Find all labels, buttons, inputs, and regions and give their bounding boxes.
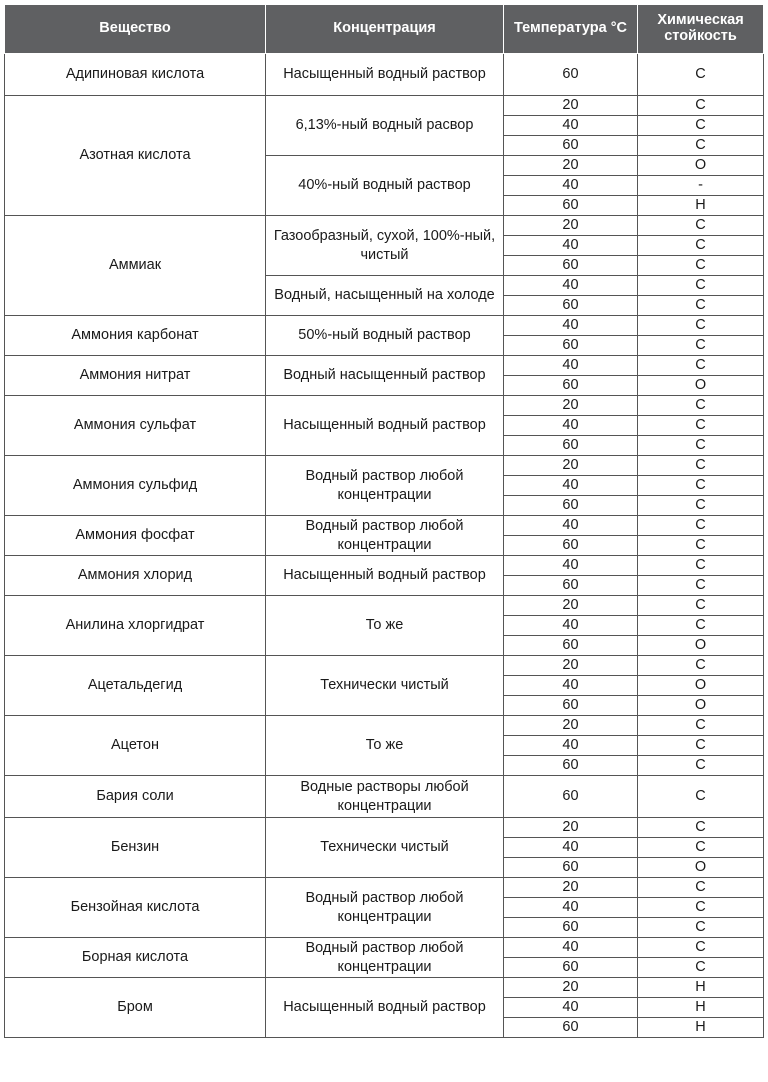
substance-cell: Ацетон [5, 716, 266, 776]
temperature-cell: 60 [504, 336, 638, 356]
temperature-cell: 60 [504, 536, 638, 556]
resistance-cell: С [638, 276, 764, 296]
resistance-cell: С [638, 476, 764, 496]
concentration-cell: Водный раствор любой концентрации [266, 938, 504, 978]
resistance-cell: С [638, 776, 764, 818]
substance-cell: Бензойная кислота [5, 878, 266, 938]
table-row [5, 656, 764, 676]
resistance-cell: О [638, 376, 764, 396]
temperature-cell: 40 [504, 736, 638, 756]
table-row [5, 556, 764, 576]
temperature-cell: 60 [504, 496, 638, 516]
table-row [5, 216, 764, 236]
table-row [5, 316, 764, 336]
resistance-cell: - [638, 176, 764, 196]
concentration-cell: 50%-ный водный раствор [266, 316, 504, 356]
temperature-cell: 40 [504, 476, 638, 496]
resistance-cell: С [638, 878, 764, 898]
temperature-cell: 60 [504, 576, 638, 596]
temperature-cell: 60 [504, 696, 638, 716]
temperature-cell: 20 [504, 96, 638, 116]
resistance-cell: С [638, 256, 764, 276]
resistance-cell: Н [638, 196, 764, 216]
resistance-cell: С [638, 576, 764, 596]
temperature-cell: 40 [504, 236, 638, 256]
concentration-cell: Водный раствор любой концентрации [266, 878, 504, 938]
resistance-cell: С [638, 456, 764, 476]
table-row [5, 456, 764, 476]
temperature-cell: 60 [504, 296, 638, 316]
temperature-cell: 60 [504, 636, 638, 656]
table-row [5, 938, 764, 958]
substance-cell: Азотная кислота [5, 96, 266, 216]
resistance-cell: С [638, 536, 764, 556]
resistance-cell: С [638, 416, 764, 436]
concentration-cell: Насыщенный водный раствор [266, 978, 504, 1038]
substance-cell: Аммония карбонат [5, 316, 266, 356]
resistance-cell: С [638, 756, 764, 776]
table-row [5, 776, 764, 818]
table-row [5, 516, 764, 536]
temperature-cell: 20 [504, 156, 638, 176]
resistance-cell: Н [638, 1018, 764, 1038]
header-temperature: Температура °С [504, 5, 638, 54]
resistance-cell: С [638, 356, 764, 376]
resistance-cell: С [638, 938, 764, 958]
temperature-cell: 40 [504, 838, 638, 858]
temperature-cell: 60 [504, 256, 638, 276]
resistance-cell: С [638, 616, 764, 636]
header-substance: Вещество [5, 5, 266, 54]
temperature-cell: 60 [504, 436, 638, 456]
table-row [5, 818, 764, 838]
concentration-cell: То же [266, 596, 504, 656]
table-row [5, 96, 764, 116]
substance-cell: Ацетальдегид [5, 656, 266, 716]
table-header [5, 5, 764, 54]
concentration-cell: Технически чистый [266, 818, 504, 878]
temperature-cell: 20 [504, 596, 638, 616]
resistance-cell: С [638, 838, 764, 858]
temperature-cell: 40 [504, 616, 638, 636]
temperature-cell: 40 [504, 416, 638, 436]
substance-cell: Бария соли [5, 776, 266, 818]
concentration-cell: Насыщенный водный раствор [266, 396, 504, 456]
substance-cell: Аммония сульфид [5, 456, 266, 516]
chemical-resistance-table [4, 4, 764, 1038]
header-row [5, 5, 764, 54]
table-row [5, 356, 764, 376]
temperature-cell: 40 [504, 176, 638, 196]
resistance-cell: С [638, 656, 764, 676]
temperature-cell: 40 [504, 356, 638, 376]
temperature-cell: 20 [504, 396, 638, 416]
resistance-cell: С [638, 818, 764, 838]
concentration-cell: То же [266, 716, 504, 776]
resistance-cell: С [638, 716, 764, 736]
resistance-cell: С [638, 96, 764, 116]
resistance-cell: О [638, 156, 764, 176]
resistance-cell: С [638, 898, 764, 918]
resistance-cell: С [638, 216, 764, 236]
temperature-cell: 20 [504, 656, 638, 676]
table-body [5, 54, 764, 1038]
concentration-cell: 40%-ный водный раствор [266, 156, 504, 216]
table-row [5, 396, 764, 416]
temperature-cell: 60 [504, 776, 638, 818]
table-row [5, 54, 764, 96]
header-resistance: Химическая стойкость [638, 5, 764, 54]
table-row [5, 596, 764, 616]
temperature-cell: 20 [504, 818, 638, 838]
resistance-cell: О [638, 858, 764, 878]
resistance-cell: С [638, 54, 764, 96]
resistance-cell: С [638, 116, 764, 136]
resistance-cell: Н [638, 998, 764, 1018]
temperature-cell: 40 [504, 516, 638, 536]
substance-cell: Аммония нитрат [5, 356, 266, 396]
table-row [5, 878, 764, 898]
concentration-cell: Насыщенный водный раствор [266, 54, 504, 96]
resistance-cell: С [638, 236, 764, 256]
concentration-cell: Газообразный, сухой, 100%-ный, чистый [266, 216, 504, 276]
temperature-cell: 40 [504, 998, 638, 1018]
resistance-cell: С [638, 556, 764, 576]
temperature-cell: 20 [504, 716, 638, 736]
temperature-cell: 20 [504, 456, 638, 476]
substance-cell: Бром [5, 978, 266, 1038]
temperature-cell: 60 [504, 54, 638, 96]
resistance-cell: С [638, 396, 764, 416]
resistance-cell: О [638, 676, 764, 696]
concentration-cell: Водный, насыщенный на холоде [266, 276, 504, 316]
temperature-cell: 20 [504, 878, 638, 898]
temperature-cell: 60 [504, 756, 638, 776]
resistance-cell: Н [638, 978, 764, 998]
substance-cell: Аммония сульфат [5, 396, 266, 456]
resistance-cell: С [638, 296, 764, 316]
temperature-cell: 40 [504, 938, 638, 958]
temperature-cell: 60 [504, 858, 638, 878]
resistance-cell: О [638, 636, 764, 656]
resistance-cell: О [638, 696, 764, 716]
temperature-cell: 40 [504, 316, 638, 336]
resistance-cell: С [638, 918, 764, 938]
concentration-cell: Водные растворы любой концентрации [266, 776, 504, 818]
resistance-cell: С [638, 136, 764, 156]
resistance-cell: С [638, 436, 764, 456]
temperature-cell: 40 [504, 556, 638, 576]
resistance-cell: С [638, 736, 764, 756]
resistance-cell: С [638, 496, 764, 516]
header-concentration: Концентрация [266, 5, 504, 54]
temperature-cell: 60 [504, 196, 638, 216]
resistance-cell: С [638, 316, 764, 336]
temperature-cell: 40 [504, 116, 638, 136]
temperature-cell: 20 [504, 978, 638, 998]
table-row [5, 716, 764, 736]
temperature-cell: 60 [504, 376, 638, 396]
substance-cell: Аммония хлорид [5, 556, 266, 596]
substance-cell: Борная кислота [5, 938, 266, 978]
resistance-cell: С [638, 596, 764, 616]
substance-cell: Адипиновая кислота [5, 54, 266, 96]
temperature-cell: 60 [504, 1018, 638, 1038]
table-row [5, 978, 764, 998]
concentration-cell: Технически чистый [266, 656, 504, 716]
concentration-cell: Водный насыщенный раствор [266, 356, 504, 396]
substance-cell: Аммиак [5, 216, 266, 316]
substance-cell: Аммония фосфат [5, 516, 266, 556]
resistance-cell: С [638, 336, 764, 356]
substance-cell: Анилина хлоргидрат [5, 596, 266, 656]
temperature-cell: 60 [504, 958, 638, 978]
concentration-cell: 6,13%-ный водный расвор [266, 96, 504, 156]
substance-cell: Бензин [5, 818, 266, 878]
temperature-cell: 60 [504, 918, 638, 938]
resistance-cell: С [638, 958, 764, 978]
temperature-cell: 40 [504, 898, 638, 918]
temperature-cell: 60 [504, 136, 638, 156]
concentration-cell: Насыщенный водный раствор [266, 556, 504, 596]
temperature-cell: 40 [504, 676, 638, 696]
concentration-cell: Водный раствор любой концентрации [266, 456, 504, 516]
temperature-cell: 40 [504, 276, 638, 296]
temperature-cell: 20 [504, 216, 638, 236]
concentration-cell: Водный раствор любой концентрации [266, 516, 504, 556]
resistance-cell: С [638, 516, 764, 536]
